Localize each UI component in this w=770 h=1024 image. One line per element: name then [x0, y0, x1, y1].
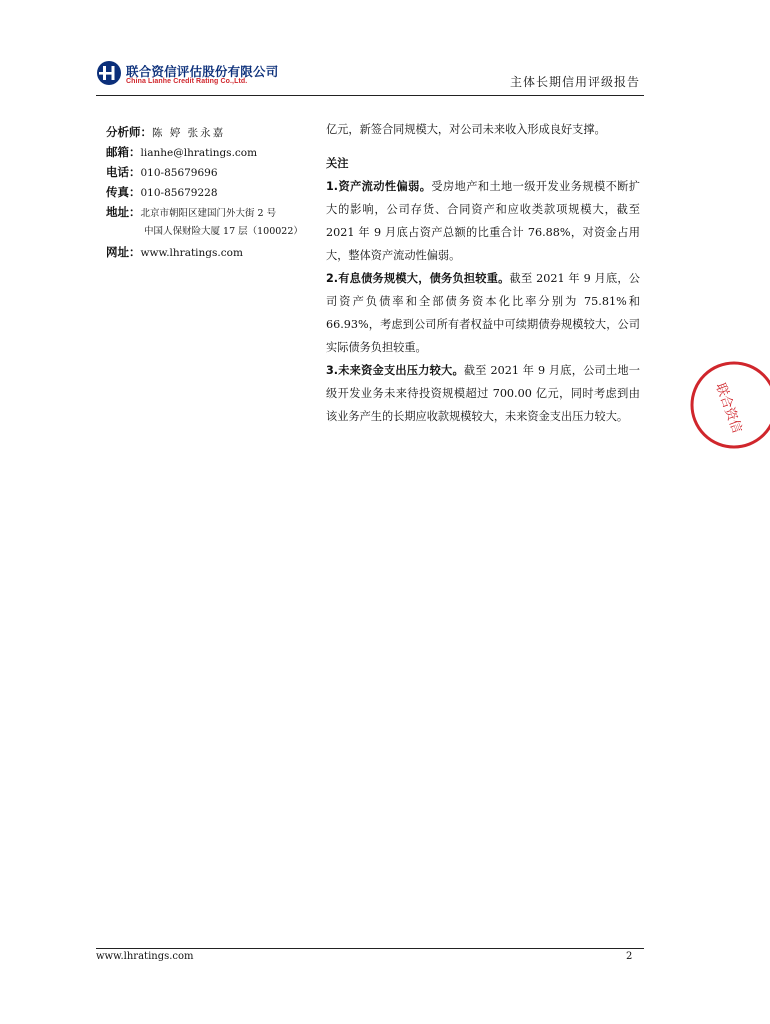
phone-label: 电话： — [106, 165, 141, 179]
phone-row — [106, 162, 306, 182]
attention-item-1 — [326, 175, 640, 267]
attention-item-3 — [326, 359, 640, 428]
address-row — [106, 202, 306, 222]
email-row — [106, 142, 306, 162]
address-label: 地址： — [106, 205, 141, 219]
analyst-label: 分析师： — [106, 125, 152, 139]
email-label: 邮箱： — [106, 145, 141, 159]
address-line-1: 北京市朝阳区建国门外大街 2 号 — [140, 208, 277, 219]
svg-text:联合资信: 联合资信 — [712, 381, 745, 436]
item-2-heading: 2.有息债务规模大，债务负担较重。 — [326, 272, 510, 285]
item-1-text: 受房地产和土地一级开发业务规模不断扩大的影响，公司存货、合同资产和应收类款项规模大，截至 2021 年 9 月底占资产总额的比重合计 76.88%，对资金占用大，整体资产流动性偏弱。 — [326, 180, 640, 262]
footer-divider — [96, 948, 644, 949]
fax-value: 010-85679228 — [140, 187, 218, 199]
email-value[interactable]: lianhe@lhratings.com — [140, 147, 258, 159]
analyst-row — [106, 122, 306, 142]
phone-value: 010-85679696 — [140, 167, 218, 179]
page-number: 2 — [626, 951, 633, 962]
contact-block — [106, 122, 306, 262]
analyst-names: 陈 婷 张永嘉 — [152, 127, 226, 139]
website-value[interactable]: www.lhratings.com — [140, 247, 243, 259]
header-divider — [96, 95, 644, 96]
item-3-heading: 3.未来资金支出压力较大。 — [326, 364, 464, 377]
address-line-2: 中国人保财险大厦 17 层（100022） — [144, 226, 303, 237]
footer-website[interactable]: www.lhratings.com — [96, 951, 194, 962]
website-label: 网址： — [106, 245, 141, 259]
attention-item-2 — [326, 267, 640, 359]
company-name-cn: 联合资信评估股份有限公司 — [126, 64, 279, 79]
page-header — [96, 58, 644, 92]
report-body — [326, 118, 640, 428]
attention-heading: 关注 — [326, 157, 349, 170]
fax-row — [106, 182, 306, 202]
report-type-title: 主体长期信用评级报告 — [509, 75, 640, 89]
item-2-text: 截至 2021 年 9 月底，公司资产负债率和全部债务资本化比率分别为 75.81%和 66.93%，考虑到公司所有者权益中可续期债券规模较大，公司实际债务负担较重。 — [326, 272, 640, 354]
lianhe-logo-icon — [96, 60, 122, 86]
company-seal-stamp — [690, 345, 770, 465]
item-1-heading: 1.资产流动性偏弱。 — [326, 180, 432, 193]
website-row — [106, 242, 306, 262]
fax-label: 传真： — [106, 185, 141, 199]
item-3-text: 截至 2021 年 9 月底，公司土地一级开发业务未来待投资规模超过 700.00 亿元，同时考虑到由该业务产生的长期应收款规模较大，未来资金支出压力较大。 — [326, 364, 640, 423]
company-name-en: China Lianhe Credit Rating Co.,Ltd. — [126, 78, 248, 85]
continuation-paragraph: 亿元，新签合同规模大，对公司未来收入形成良好支撑。 — [326, 123, 606, 136]
